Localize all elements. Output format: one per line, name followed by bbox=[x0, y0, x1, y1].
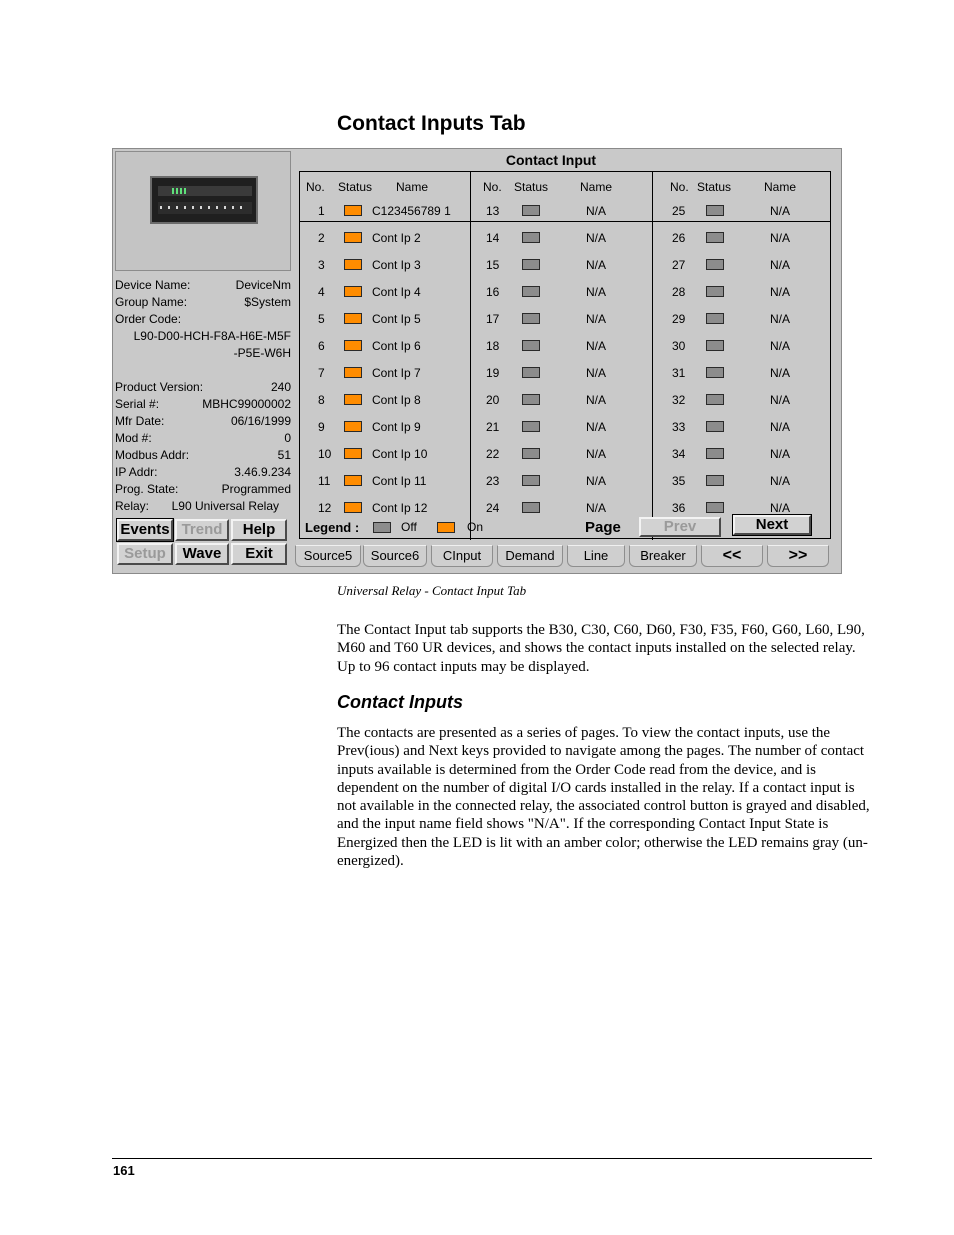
input-name: Cont Ip 2 bbox=[372, 231, 421, 245]
relay-screenshot bbox=[112, 148, 842, 574]
status-led[interactable] bbox=[522, 313, 540, 324]
info-value: $System bbox=[244, 295, 291, 309]
input-number: 33 bbox=[672, 420, 686, 434]
input-number: 36 bbox=[672, 501, 686, 515]
contact-inputs-paragraph: The contacts are presented as a series of pages. To view the contact inputs, use the Prev(ious) and Next keys provided to navigate among the pages. The number of contact inputs available is determined from the Order Code read from the device, and is dependent on the number of digital I/O cards installed in the relay. If a contact input is not available in the connected relay, the associated control button is grayed and disabled, and the input name field shows "N/A". If the corresponding Contact Input State is Energized then the LED is lit with an amber color; otherwise the LED remains gray (un-energized). bbox=[337, 725, 870, 870]
status-led[interactable] bbox=[344, 259, 362, 270]
info-key: Order Code: bbox=[115, 312, 182, 326]
tab-demand[interactable]: Demand bbox=[497, 545, 563, 567]
column-header-name: Name bbox=[580, 180, 613, 194]
status-led[interactable] bbox=[344, 502, 362, 513]
input-number: 14 bbox=[486, 231, 500, 245]
status-led[interactable] bbox=[344, 394, 362, 405]
info-key: Prog. State: bbox=[115, 482, 179, 496]
input-number: 17 bbox=[486, 312, 500, 326]
info-value: L90 Universal Relay bbox=[171, 499, 279, 513]
device-info-row bbox=[115, 481, 291, 498]
device-info-row bbox=[115, 396, 291, 413]
input-name: N/A bbox=[770, 258, 791, 272]
status-led[interactable] bbox=[344, 313, 362, 324]
input-number: 34 bbox=[672, 447, 686, 461]
device-info-row bbox=[115, 345, 291, 362]
device-info-row bbox=[115, 311, 291, 328]
info-value: Programmed bbox=[221, 482, 291, 496]
input-name: N/A bbox=[770, 393, 791, 407]
input-number: 18 bbox=[486, 339, 500, 353]
status-led[interactable] bbox=[522, 340, 540, 351]
footer-rule bbox=[112, 1158, 872, 1159]
next-button[interactable]: Next bbox=[733, 515, 811, 535]
input-name: Cont Ip 8 bbox=[372, 393, 421, 407]
input-name: Cont Ip 5 bbox=[372, 312, 421, 326]
input-number: 35 bbox=[672, 474, 686, 488]
input-name: Cont Ip 3 bbox=[372, 258, 421, 272]
tab-source5[interactable]: Source5 bbox=[295, 545, 361, 567]
input-name: N/A bbox=[770, 447, 791, 461]
status-led[interactable] bbox=[706, 367, 724, 378]
input-name: Cont Ip 4 bbox=[372, 285, 421, 299]
device-info-row bbox=[115, 379, 291, 396]
input-number: 30 bbox=[672, 339, 686, 353]
tab-strip bbox=[293, 545, 841, 569]
info-value: 06/16/1999 bbox=[230, 414, 291, 428]
tab-breaker[interactable]: Breaker bbox=[629, 545, 697, 567]
input-name: N/A bbox=[770, 231, 791, 245]
status-led[interactable] bbox=[522, 394, 540, 405]
status-led[interactable] bbox=[522, 367, 540, 378]
info-value: 240 bbox=[270, 380, 291, 394]
column-header-no: No. bbox=[306, 180, 325, 194]
input-name: N/A bbox=[586, 285, 607, 299]
info-key: Modbus Addr: bbox=[115, 448, 190, 462]
info-value: L90-D00-HCH-F8A-H6E-M5F bbox=[133, 329, 291, 343]
status-led[interactable] bbox=[522, 475, 540, 486]
column-header-status: Status bbox=[697, 180, 732, 194]
contact-input-table bbox=[299, 171, 831, 539]
info-key: IP Addr: bbox=[115, 465, 158, 479]
input-name: N/A bbox=[586, 501, 607, 515]
legend-off-led bbox=[373, 522, 391, 533]
input-number: 12 bbox=[318, 501, 332, 515]
status-led[interactable] bbox=[706, 394, 724, 405]
input-name: Cont Ip 10 bbox=[372, 447, 428, 461]
info-value: 51 bbox=[277, 448, 291, 462]
page-number: 161 bbox=[113, 1163, 135, 1178]
prev-button[interactable]: Prev bbox=[639, 517, 721, 537]
device-info-row bbox=[115, 277, 291, 294]
status-led[interactable] bbox=[344, 286, 362, 297]
status-led[interactable] bbox=[706, 448, 724, 459]
device-info-row bbox=[115, 498, 291, 515]
input-number: 31 bbox=[672, 366, 686, 380]
input-name: N/A bbox=[586, 420, 607, 434]
info-key: Device Name: bbox=[115, 278, 191, 292]
legend-label: Legend : bbox=[305, 520, 360, 535]
contact-input-panel bbox=[293, 149, 841, 573]
status-led[interactable] bbox=[706, 475, 724, 486]
status-led[interactable] bbox=[706, 286, 724, 297]
input-name: N/A bbox=[770, 339, 791, 353]
input-name: N/A bbox=[770, 474, 791, 488]
input-number: 8 bbox=[318, 393, 325, 407]
input-number: 6 bbox=[318, 339, 325, 353]
input-name: N/A bbox=[586, 393, 607, 407]
tab-line[interactable]: Line bbox=[567, 545, 625, 567]
input-name: Cont Ip 11 bbox=[372, 474, 427, 488]
input-name: N/A bbox=[770, 312, 791, 326]
status-led[interactable] bbox=[706, 232, 724, 243]
column-header-no: No. bbox=[483, 180, 502, 194]
input-number: 28 bbox=[672, 285, 686, 299]
input-name: N/A bbox=[586, 339, 607, 353]
input-number: 29 bbox=[672, 312, 686, 326]
legend-bar bbox=[299, 517, 831, 539]
device-image-box bbox=[115, 151, 291, 271]
input-name: N/A bbox=[770, 501, 791, 515]
column-header-no: No. bbox=[670, 180, 689, 194]
input-number: 27 bbox=[672, 258, 686, 272]
trend-button[interactable]: Trend bbox=[175, 519, 229, 541]
input-name: N/A bbox=[586, 474, 607, 488]
input-number: 32 bbox=[672, 393, 686, 407]
device-info-row bbox=[115, 413, 291, 430]
status-led[interactable] bbox=[706, 340, 724, 351]
device-info-list bbox=[115, 277, 291, 517]
status-led[interactable] bbox=[522, 421, 540, 432]
device-info-panel bbox=[113, 149, 293, 573]
input-name: N/A bbox=[770, 366, 791, 380]
input-number: 13 bbox=[486, 204, 500, 218]
page-label: Page bbox=[585, 519, 621, 536]
info-key: Mod #: bbox=[115, 431, 152, 445]
status-led[interactable] bbox=[522, 259, 540, 270]
input-name: N/A bbox=[586, 231, 607, 245]
input-name: C123456789 1 bbox=[372, 204, 451, 218]
wave-button[interactable]: Wave bbox=[175, 543, 229, 565]
input-number: 3 bbox=[318, 258, 325, 272]
status-led[interactable] bbox=[344, 367, 362, 378]
input-number: 20 bbox=[486, 393, 500, 407]
tab-cinput[interactable]: CInput bbox=[431, 545, 493, 567]
column-header-name: Name bbox=[396, 180, 429, 194]
input-number: 11 bbox=[318, 474, 331, 488]
device-info-row bbox=[115, 464, 291, 481]
status-led[interactable] bbox=[522, 232, 540, 243]
column-header-name: Name bbox=[764, 180, 797, 194]
input-number: 4 bbox=[318, 285, 325, 299]
exit-button[interactable]: Exit bbox=[231, 543, 287, 565]
column-header-status: Status bbox=[514, 180, 549, 194]
input-number: 10 bbox=[318, 447, 332, 461]
legend-on-label: On bbox=[467, 520, 484, 534]
device-info-row bbox=[115, 328, 291, 345]
input-name: N/A bbox=[770, 420, 791, 434]
tab-source6[interactable]: Source6 bbox=[363, 545, 427, 567]
input-number: 21 bbox=[486, 420, 500, 434]
relay-device-image bbox=[150, 176, 258, 224]
input-number: 26 bbox=[672, 231, 686, 245]
info-key: Product Version: bbox=[115, 380, 204, 394]
input-number: 5 bbox=[318, 312, 325, 326]
intro-paragraph: The Contact Input tab supports the B30, C30, C60, D60, F30, F35, F60, G60, L60, L90, M60 and T60 UR devices, and shows the contact inputs installed on the selected relay. Up to 96 contact inputs may be displayed. bbox=[337, 622, 865, 675]
input-number: 15 bbox=[486, 258, 500, 272]
input-name: Cont Ip 9 bbox=[372, 420, 421, 434]
input-number: 24 bbox=[486, 501, 500, 515]
setup-button[interactable]: Setup bbox=[117, 543, 173, 565]
input-number: 22 bbox=[486, 447, 500, 461]
info-key: Serial #: bbox=[115, 397, 160, 411]
section-heading: Contact Inputs Tab bbox=[337, 112, 526, 135]
legend-off-label: Off bbox=[401, 520, 417, 534]
info-key: Relay: bbox=[115, 499, 150, 513]
input-name: N/A bbox=[770, 285, 791, 299]
info-key: Mfr Date: bbox=[115, 414, 165, 428]
input-name: N/A bbox=[586, 366, 607, 380]
events-button[interactable]: Events bbox=[117, 519, 173, 541]
status-led[interactable] bbox=[344, 421, 362, 432]
legend-on-led bbox=[437, 522, 455, 533]
device-info-row bbox=[115, 447, 291, 464]
status-led[interactable] bbox=[522, 448, 540, 459]
tab-scroll-right[interactable]: >> bbox=[767, 545, 829, 567]
status-led[interactable] bbox=[344, 448, 362, 459]
status-led[interactable] bbox=[522, 286, 540, 297]
device-info-row bbox=[115, 294, 291, 311]
input-number: 7 bbox=[318, 366, 325, 380]
input-number: 9 bbox=[318, 420, 325, 434]
input-number: 16 bbox=[486, 285, 500, 299]
input-number: 23 bbox=[486, 474, 500, 488]
info-value: 3.46.9.234 bbox=[234, 465, 291, 479]
info-value: 0 bbox=[284, 431, 291, 445]
input-number: 2 bbox=[318, 231, 325, 245]
input-name: N/A bbox=[586, 204, 607, 218]
status-led[interactable] bbox=[706, 502, 724, 513]
figure-caption: Universal Relay - Contact Input Tab bbox=[337, 583, 527, 598]
device-info-row bbox=[115, 430, 291, 447]
input-name: Cont Ip 7 bbox=[372, 366, 421, 380]
status-led[interactable] bbox=[706, 421, 724, 432]
status-led[interactable] bbox=[706, 205, 724, 216]
status-led[interactable] bbox=[344, 205, 362, 216]
info-key: Group Name: bbox=[115, 295, 188, 309]
status-led[interactable] bbox=[706, 313, 724, 324]
input-name: Cont Ip 6 bbox=[372, 339, 421, 353]
table-title: Contact Input bbox=[505, 152, 597, 168]
input-number: 19 bbox=[486, 366, 500, 380]
input-name: N/A bbox=[586, 258, 607, 272]
status-led[interactable] bbox=[344, 340, 362, 351]
info-value: DeviceNm bbox=[235, 278, 291, 292]
input-name: N/A bbox=[586, 312, 607, 326]
contact-inputs-subheading: Contact Inputs bbox=[337, 692, 463, 712]
input-number: 1 bbox=[318, 204, 325, 218]
status-led[interactable] bbox=[344, 475, 362, 486]
tab-scroll-left[interactable]: << bbox=[701, 545, 763, 567]
status-led[interactable] bbox=[344, 232, 362, 243]
input-number: 25 bbox=[672, 204, 686, 218]
status-led[interactable] bbox=[522, 502, 540, 513]
column-header-status: Status bbox=[338, 180, 373, 194]
input-name: Cont Ip 12 bbox=[372, 501, 428, 515]
info-value: -P5E-W6H bbox=[233, 346, 291, 360]
status-led[interactable] bbox=[706, 259, 724, 270]
status-led[interactable] bbox=[522, 205, 540, 216]
info-value: MBHC99000002 bbox=[202, 397, 291, 411]
help-button[interactable]: Help bbox=[231, 519, 287, 541]
input-name: N/A bbox=[770, 204, 791, 218]
input-name: N/A bbox=[586, 447, 607, 461]
